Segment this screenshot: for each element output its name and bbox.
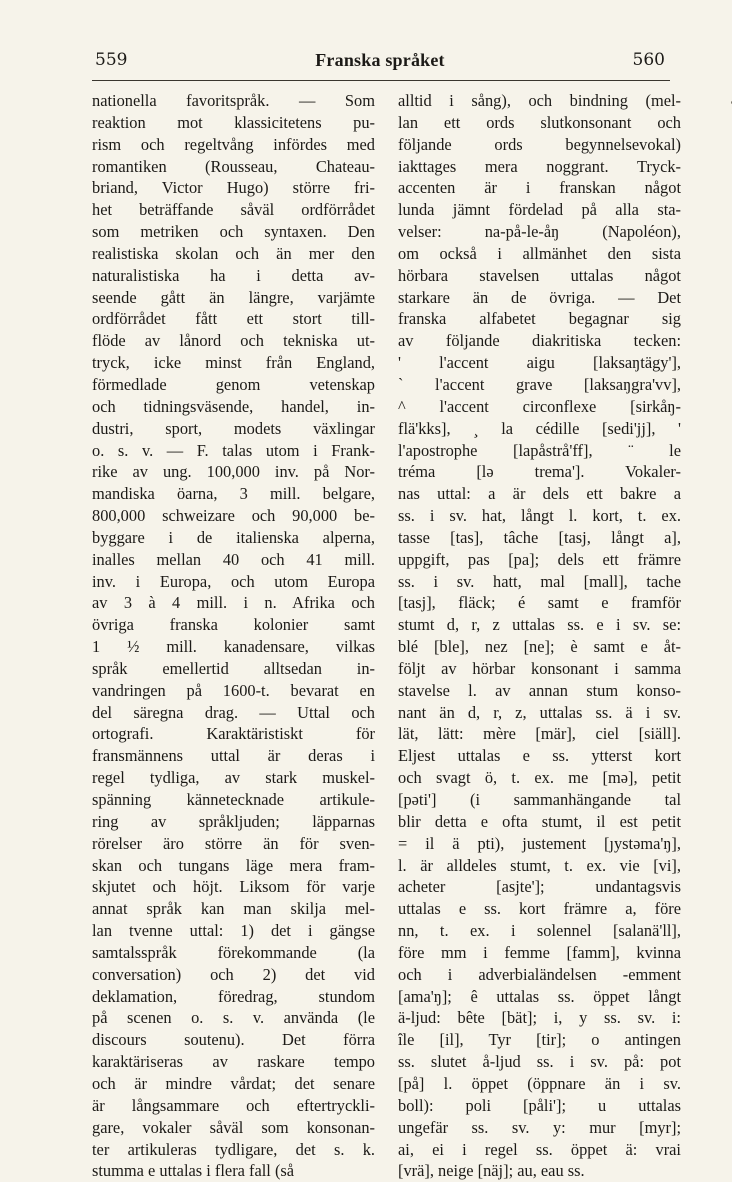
text-line: flöde av lånord och tekniska ut-: [92, 331, 375, 351]
text-line: skjutet och höjt. Liksom för varje: [92, 877, 375, 897]
text-line: på scenen o. s. v. använda (le: [92, 1008, 375, 1028]
text-line: blé [ble], nez [ne]; è samt e åt-: [398, 637, 681, 657]
text-line: tasse [tas], tâche [tasj, långt a],: [398, 527, 681, 547]
text-line: ungefär ss. sv. y: mur [myr];: [398, 1117, 681, 1137]
text-line: iakttages mera noggrant. Tryck-: [398, 156, 681, 176]
text-line: boll): poli [påli']; u uttalas: [398, 1095, 681, 1115]
text-line: ortografi. Karaktäristiskt för: [92, 724, 375, 744]
text-line: o. s. v. — F. talas utom i Frank-: [92, 440, 375, 460]
page-number-right: 560: [632, 50, 665, 70]
text-line: del säregna drag. — Uttal och: [92, 702, 375, 722]
text-line: uppgift, pas [pa]; dels ett främre: [398, 549, 681, 569]
text-line: acheter [asjte']; undantagsvis: [398, 877, 681, 897]
text-line: romantiken (Rousseau, Chateau-: [92, 156, 375, 176]
page-number-left: 559: [95, 50, 128, 70]
text-line: följt av hörbar konsonant i samma: [398, 658, 681, 678]
text-line: conversation) och 2) det vid: [92, 964, 375, 984]
running-header: [95, 50, 665, 74]
text-line: och svagt ö, t. ex. me [mə], petit: [398, 768, 681, 788]
left-column: [92, 90, 375, 1182]
text-line: velser: na-på-le-åŋ (Napoléon),: [398, 222, 681, 242]
text-line: lunda jämnt fördelad på alla sta-: [398, 200, 681, 220]
text-line: som metriken och syntaxen. Den: [92, 222, 375, 242]
text-line: franska alfabetet begagnar sig: [398, 309, 681, 329]
text-line: discours soutenu). Det förra: [92, 1030, 375, 1050]
text-line: om också i allmänhet den sista: [398, 243, 681, 263]
text-line: rörelser äro större än för sven-: [92, 833, 375, 853]
header-rule: [92, 80, 670, 81]
right-column: [398, 90, 681, 1182]
text-line: alltid i sång), och bindning (mel-: [398, 91, 681, 110]
text-line: karaktäriseras av raskare tempo: [92, 1052, 375, 1072]
text-line: ss. i sv. hatt, mal [mall], tache: [398, 571, 681, 591]
text-line: skan och tungans läge mera fram-: [92, 855, 375, 875]
text-line: ai, ei i regel ss. öppet ä: vrai: [398, 1139, 681, 1159]
text-line: lan tvenne uttal: 1) det i gängse: [92, 921, 375, 941]
text-line: starkare än de övriga. — Det: [398, 287, 681, 307]
text-line: språk emellertid alltsedan in-: [92, 658, 375, 678]
text-line: seende gått än längre, varjämte: [92, 287, 375, 307]
text-line: är långsammare och eftertryckli-: [92, 1095, 375, 1115]
text-line: mandiska öarna, 3 mill. belgare,: [92, 484, 375, 504]
text-line: inalles mellan 40 och 41 mill.: [92, 549, 375, 569]
text-line: 1 ½ mill. kanadensare, vilkas: [92, 637, 375, 657]
text-line: ` l'accent grave [laksaŋgra'vv],: [398, 374, 681, 394]
text-line: realistiska skolan och än mer den: [92, 243, 375, 263]
text-line: ss. i sv. hat, långt l. kort, t. ex.: [398, 506, 681, 526]
text-line: [tasj], fläck; é samt e framför: [398, 593, 681, 613]
text-line: l. är alldeles stumt, t. ex. vie [vi],: [398, 855, 681, 875]
text-line: [ama'ŋ]; ê uttalas ss. öppet långt: [398, 986, 681, 1006]
text-line: rike av ung. 100,000 inv. på Nor-: [92, 462, 375, 482]
text-line: fransmännens uttal är deras i: [92, 746, 375, 766]
text-line: nant än d, r, z, uttalas ss. ä i sv.: [398, 702, 681, 722]
text-line: = il ä pti), justement [ȷystəma'ŋ],: [398, 833, 681, 853]
text-line: [på] l. öppet (öppnare än i sv.: [398, 1073, 681, 1093]
text-line: accenten är i franskan något: [398, 178, 681, 198]
text-line: lan ett ords slutkonsonant och: [398, 112, 681, 132]
text-line: ring av språkljuden; läpparnas: [92, 811, 375, 831]
text-line: het beträffande såväl ordförrådet: [92, 200, 375, 220]
text-line: deklamation, föredrag, stundom: [92, 986, 375, 1006]
text-line: och i adverbialändelsen -emment: [398, 964, 681, 984]
text-line: 800,000 schweizare och 90,000 be-: [92, 506, 375, 526]
text-line: uttalas e ss. kort främre a, före: [398, 899, 681, 919]
text-line: naturalistiska ha i detta av-: [92, 265, 375, 285]
text-line: inv. i Europa, och utom Europa: [92, 571, 375, 591]
text-line: regel tydliga, av stark muskel-: [92, 768, 375, 788]
text-line: stavelse l. av annan stum konso-: [398, 680, 681, 700]
text-line: och är mindre vårdat; det senare: [92, 1073, 375, 1093]
text-line: hörbara stavelsen uttalas något: [398, 265, 681, 285]
text-line: annat språk kan man skilja mel-: [92, 899, 375, 919]
text-line: gare, vokaler såväl som konsonan-: [92, 1117, 375, 1137]
text-line: ordförrådet fått ett stort till-: [92, 309, 375, 329]
text-line: vandringen på 1600-t. bevarat en: [92, 680, 375, 700]
text-line: ä-ljud: bête [bät]; i, y ss. sv. i:: [398, 1008, 681, 1028]
text-line: blir detta e ofta stumt, il est petit: [398, 811, 681, 831]
text-line: samtalsspråk förekommande (la: [92, 942, 375, 962]
text-line: följande ords begynnelsevokal): [398, 134, 681, 154]
text-line: stumma e uttalas i flera fall (så: [92, 1161, 295, 1181]
text-line: lät, lätt: mère [mär], ciel [siäll].: [398, 724, 681, 744]
text-line: och tidningsväsende, handel, in-: [92, 396, 375, 416]
text-line: tryck, icke minst från England,: [92, 353, 375, 373]
text-line: [vrä], neige [näj]; au, eau ss.: [398, 1161, 585, 1181]
text-line: reaktion mot klassicitetens pu-: [92, 112, 375, 132]
text-line: ' l'accent aigu [laksaŋtägy'],: [398, 353, 681, 373]
text-line: förmedlade genom vetenskap: [92, 374, 375, 394]
text-line: [pəti'] (i sammanhängande tal: [398, 790, 681, 809]
text-line: Eljest uttalas e ss. ytterst kort: [398, 746, 681, 766]
text-line: byggare i de italienska alperna,: [92, 527, 375, 547]
text-line: spänning kännetecknade artikule-: [92, 790, 375, 809]
text-line: ter artikuleras tydligare, det s. k.: [92, 1139, 375, 1159]
text-line: rism och regeltvång infördes med: [92, 134, 375, 154]
text-line: l'apostrophe [lapåstrå'ff], ¨ le: [398, 440, 681, 460]
text-line: dustri, sport, modets växlingar: [92, 418, 375, 438]
text-line: före mm i femme [famm], kvinna: [398, 942, 681, 962]
text-line: nn, t. ex. i solennel [salanä'll],: [398, 921, 681, 941]
text-line: île [il], Tyr [tir]; o antingen: [398, 1030, 681, 1050]
text-line: övriga franska kolonier samt: [92, 615, 375, 635]
text-line: flä'kks], ¸ la cédille [sedi'jj], ': [398, 418, 681, 438]
text-line: briand, Victor Hugo) större fri-: [92, 178, 375, 198]
text-line: ss. slutet å-ljud ss. i sv. på: pot: [398, 1052, 681, 1072]
text-line: av 3 à 4 mill. i n. Afrika och: [92, 593, 375, 613]
text-line: nas uttal: a är dels ett bakre a: [398, 484, 681, 504]
text-line: stumt d, r, z uttalas ss. e i sv. se:: [398, 615, 681, 635]
text-line: av följande diakritiska tecken:: [398, 331, 681, 351]
text-line: tréma [lə trema']. Vokaler-: [398, 462, 681, 482]
text-line: nationella favoritspråk. — Som: [92, 91, 375, 110]
text-line: ^ l'accent circonflexe [sirkåŋ-: [398, 396, 681, 416]
running-title: Franska språket: [315, 50, 445, 70]
